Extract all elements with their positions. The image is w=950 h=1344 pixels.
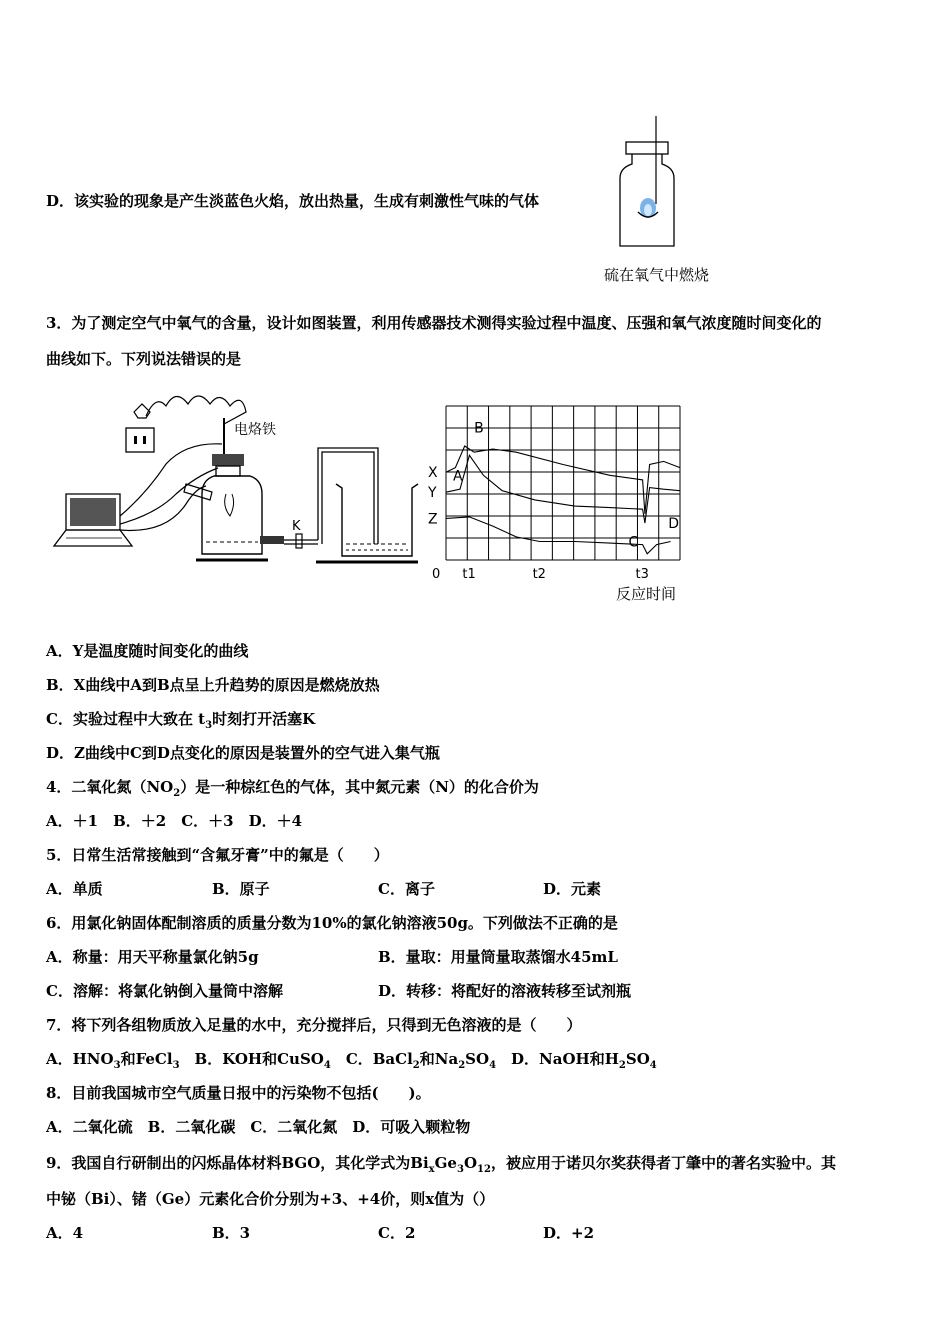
- q5-option-b: B．原子: [212, 880, 270, 898]
- q3-sensor-chart: [424, 400, 694, 610]
- point-label-c: C: [628, 534, 639, 551]
- x-tick-label: 0: [431, 567, 441, 582]
- q7-options: A．$HNO_3$和FeCl$_3$ B．KOH和CuSO$_4$ C．BaCl$_2$和$Na_2SO_4$ D．NaOH和$H_2SO_4$: [46, 1050, 657, 1071]
- q3-apparatus-diagram: [46, 384, 426, 574]
- q6-option-b: B．量取：用量筒量取蒸馏水45mL: [378, 948, 618, 966]
- q9-stem-line2: 中铋（Bi）、锗（Ge）元素化合价分别为+3、+4价，则x值为（）: [46, 1190, 495, 1208]
- sulfur-figure-caption: 硫在氧气中燃烧: [604, 266, 710, 284]
- series-label-y: Y: [428, 485, 437, 502]
- q5-stem: 5．日常生活常接触到“含氟牙膏”中的氟是（ ）: [46, 846, 389, 864]
- beaker: [336, 484, 418, 556]
- series-label-z: Z: [428, 511, 438, 528]
- q2-option-d: D．该实验的现象是产生淡蓝色火焰，放出热量，生成有刺激性气味的气体: [46, 192, 540, 210]
- q3-option-d: D．Z曲线中C到D点变化的原因是装置外的空气进入集气瓶: [46, 744, 440, 762]
- point-label-b: B: [474, 420, 484, 437]
- q8-stem: 8．目前我国城市空气质量日报中的污染物不包括( )。: [46, 1084, 431, 1102]
- wire-coil: [146, 396, 246, 424]
- q5-option-d: D．元素: [543, 880, 602, 898]
- q5-option-a: A．单质: [46, 880, 103, 898]
- q5-option-c: C．离子: [378, 880, 435, 898]
- q9-option-b: B．3: [212, 1224, 251, 1242]
- iron-label: 电烙铁: [234, 422, 276, 438]
- x-tick-label: t2: [532, 567, 546, 582]
- q8-options: A．二氧化硫 B．二氧化碳 C．二氧化氮 D．可吸入颗粒物: [46, 1118, 471, 1136]
- q3-option-c: C．实验过程中大致在 $t_3$时刻打开活塞K: [46, 710, 316, 731]
- sulfur-combustion-figure: [608, 112, 688, 252]
- q3-stem-line2: 曲线如下。下列说法错误的是: [46, 350, 242, 368]
- q3-option-b: B．X曲线中A到B点呈上升趋势的原因是燃烧放热: [46, 676, 380, 694]
- series-x-line: [446, 446, 680, 514]
- chart-xlabel: 反应时间: [616, 585, 677, 603]
- q3-stem-line1: 3．为了测定空气中氧气的含量，设计如图装置，利用传感器技术测得实验过程中温度、压强和氧气浓度随时间变化的: [46, 314, 822, 332]
- x-tick-label: t1: [462, 567, 476, 582]
- q7-stem: 7．将下列各组物质放入足量的水中，充分搅拌后，只得到无色溶液的是（ ）: [46, 1016, 582, 1034]
- power-socket: [126, 428, 154, 452]
- q4-options: A．＋1 B．＋2 C．＋3 D．＋4: [46, 812, 303, 830]
- q6-option-d: D．转移：将配好的溶液转移至试剂瓶: [378, 982, 632, 1000]
- valve-k: [296, 534, 302, 548]
- q9-option-a: A．4: [46, 1224, 84, 1242]
- valve-k-label: K: [292, 519, 301, 534]
- q6-option-c: C．溶解：将氯化钠倒入量筒中溶解: [46, 982, 283, 1000]
- q3-option-a: A．Y是温度随时间变化的曲线: [46, 642, 249, 660]
- gas-jar: [202, 476, 262, 554]
- q9-stem-line1: 9．我国自行研制出的闪烁晶体材料BGO，其化学式为$Bi_xGe_3O_{12}$，被应用于诺贝尔奖获得者丁肇中的著名实验中。其: [46, 1154, 836, 1175]
- point-label-a: A: [453, 468, 463, 485]
- q9-option-d: D．+2: [543, 1224, 595, 1242]
- q6-option-a: A．称量：用天平称量氯化钠5g: [46, 948, 259, 966]
- point-label-d: D: [668, 516, 680, 533]
- series-label-x: X: [428, 465, 438, 482]
- q4-stem: 4．二氧化氮$(NO_2)$是一种棕红色的气体，其中氮元素（N）的化合价为: [46, 778, 539, 799]
- q9-option-c: C．2: [378, 1224, 416, 1242]
- x-tick-label: t3: [635, 567, 649, 582]
- q6-stem: 6．用氯化钠固体配制溶质的质量分数为10%的氯化钠溶液50g。下列做法不正确的是: [46, 914, 618, 932]
